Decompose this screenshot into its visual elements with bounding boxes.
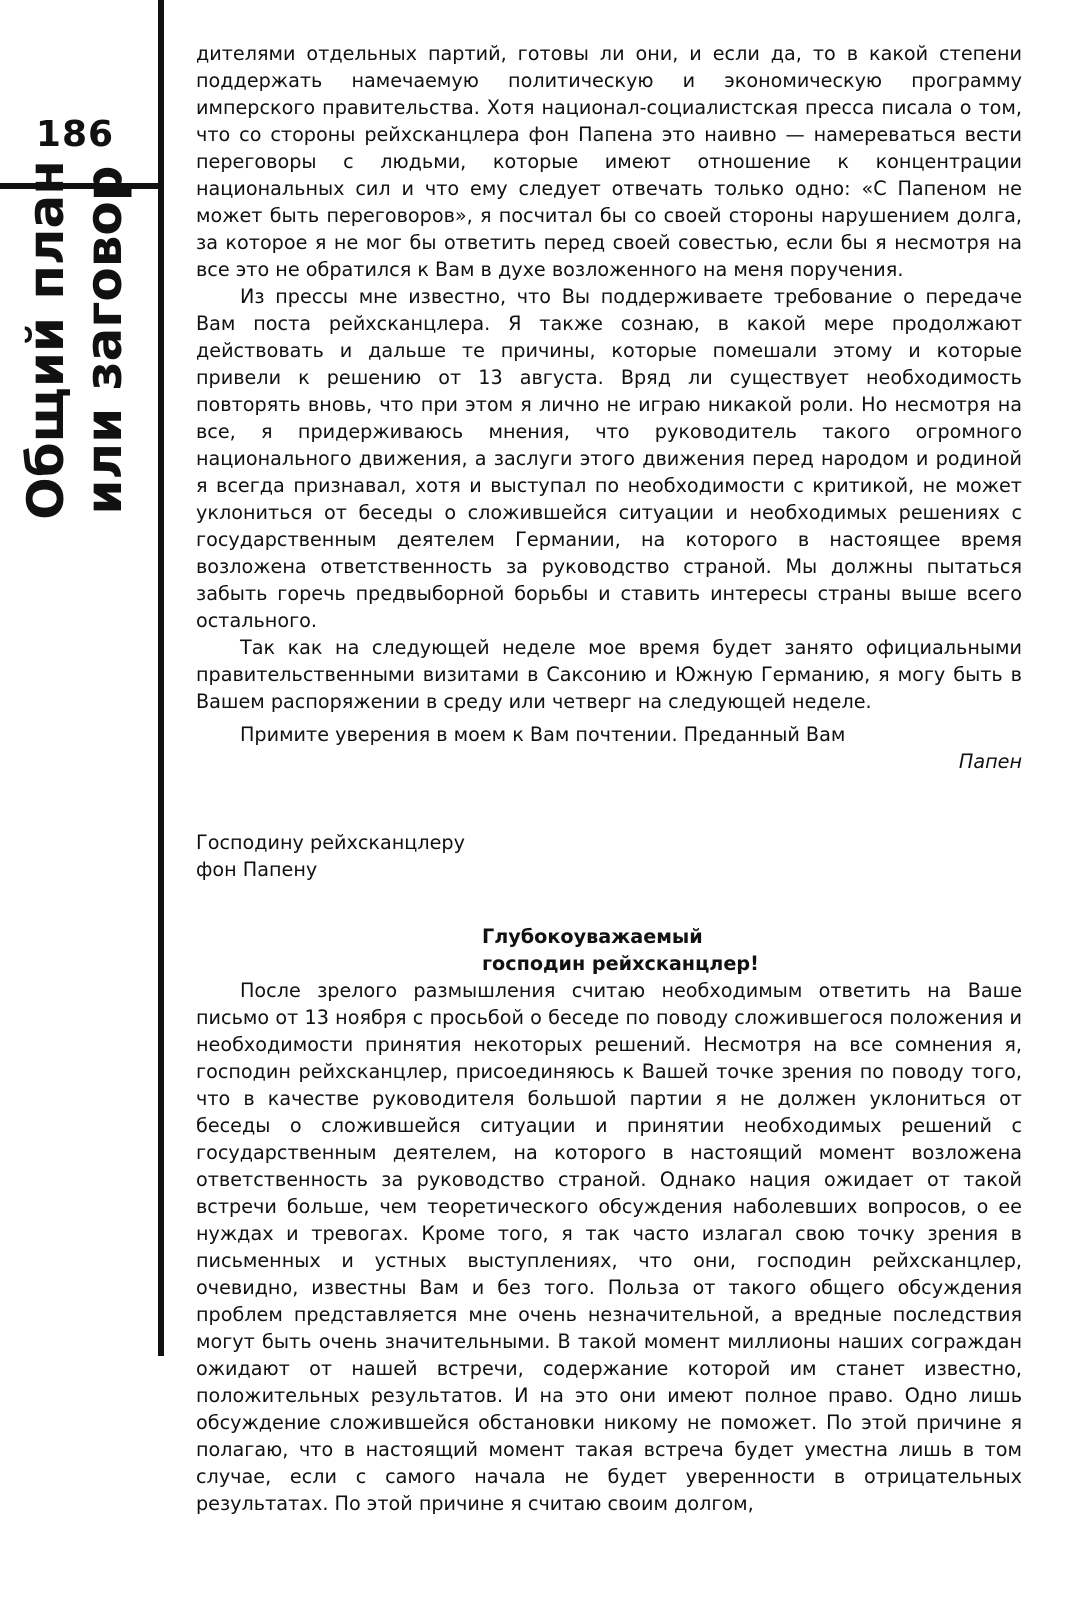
letter1-paragraph-3: Так как на следующей неделе мое время будет занято официальными правительственными визитами в Саксонию и Южную Германию, я могу быть в Вашем распоряжении в среду или четверг на следующей неделе. — [196, 636, 1022, 713]
margin-vertical-rule — [158, 0, 164, 1356]
running-title-line-2: или заговор — [75, 165, 133, 515]
letter1-paragraph-1: дителями отдельных партий, готовы ли они, и если да, то в какой степени поддержать намечаемую политическую и экономическую программу имперского правительства. Хотя национал-социалистская пресса писала о том, что со стороны рейхсканцлера фон Папена это наивно — намереваться вести переговоры с людьми, которые имеют отношение к концентрации национальных сил и что ему следует отвечать только одно: «С Папеном не может быть переговоров», я посчитал бы со своей стороны нарушением долга, за которое я не мог бы ответить перед своей совестью, если бы я несмотря на все это не обратился к Вам в духе возложенного на меня поручения. — [196, 42, 1022, 281]
letter2-paragraph-1: После зрелого размышления считаю необходимым ответить на Ваше письмо от 13 ноября с просьбой о беседе по поводу сложившегося положения и необходимости принятия некоторых решений. Несмотря на все сомнения я, господин рейхсканцлер, присоединяюсь к Вашей точке зрения по поводу того, что в качестве руководителя большой партии я не должен уклониться от беседы о сложившейся ситуации и принятии необходимых решений с государственным деятелем, на которого в настоящий момент возложена ответственность за руководство страной. Однако нация ожидает от такой встречи больше, чем теоретического обсуждения наболевших вопросов, о ее нуждах и тревогах. Кроме того, я так часто излагал свою точку зрения в письменных и устных выступлениях, что они, господин рейхсканцлер, очевидно, известны Вам и без того. Польза от такого общего обсуждения проблем представляется мне очень незначительной, а вредные последствия могут быть очень значительными. В такой момент миллионы наших сограждан ожидают от нашей встречи, содержание которой им станет известно, положительных результатов. И на это они имеют полное право. Одно лишь обсуждение сложившейся обстановки никому не поможет. По этой причине я полагаю, что в настоящий момент такая встреча будет уместна лишь в том случае, если с самого начала не будет уверенности в отрицательных результатах. По этой причине я считаю своим долгом, — [196, 979, 1022, 1515]
letter2-address-line-1: Господину рейхсканцлеру — [196, 831, 465, 854]
section-gap — [196, 775, 1022, 829]
letter2-salutation-line-2: господин рейхсканцлер! — [482, 952, 759, 975]
letter1-signature: Папен — [958, 750, 1022, 773]
page-body — [196, 40, 1022, 1517]
letter1-closing: Примите уверения в моем к Вам почтении. Преданный Вам — [240, 723, 846, 746]
running-title — [17, 160, 133, 520]
running-title-line-1: Общий план — [17, 160, 75, 520]
letter2-salutation-line-1: Глубокоуважаемый — [482, 925, 703, 948]
page-number: 186 — [35, 114, 115, 155]
letter1-paragraph-2: Из прессы мне известно, что Вы поддерживаете требование о передаче Вам поста рейхсканцлера. Я также сознаю, в какой мере продолжают действовать и дальше те причины, которые помешали этому и которые привели к решению от 13 августа. Вряд ли существует необходимость повторять вновь, что при этом я лично не играю никакой роли. Но несмотря на все, я придерживаюсь мнения, что руководитель такого огромного национального движения, а заслуги этого движения перед народом и родиной я всегда признавал, хотя и выступал по необходимости с критикой, не может уклониться от беседы о сложившейся ситуации и необходимых решениях с государственным деятелем Германии, на которого в настоящее время возложена ответственность за руководство страной. Мы должны пытаться забыть горечь предвыборной борьбы и ставить интересы страны выше всего остального. — [196, 285, 1022, 632]
letter2-address-line-2: фон Папену — [196, 858, 318, 881]
section-gap — [196, 883, 1022, 923]
